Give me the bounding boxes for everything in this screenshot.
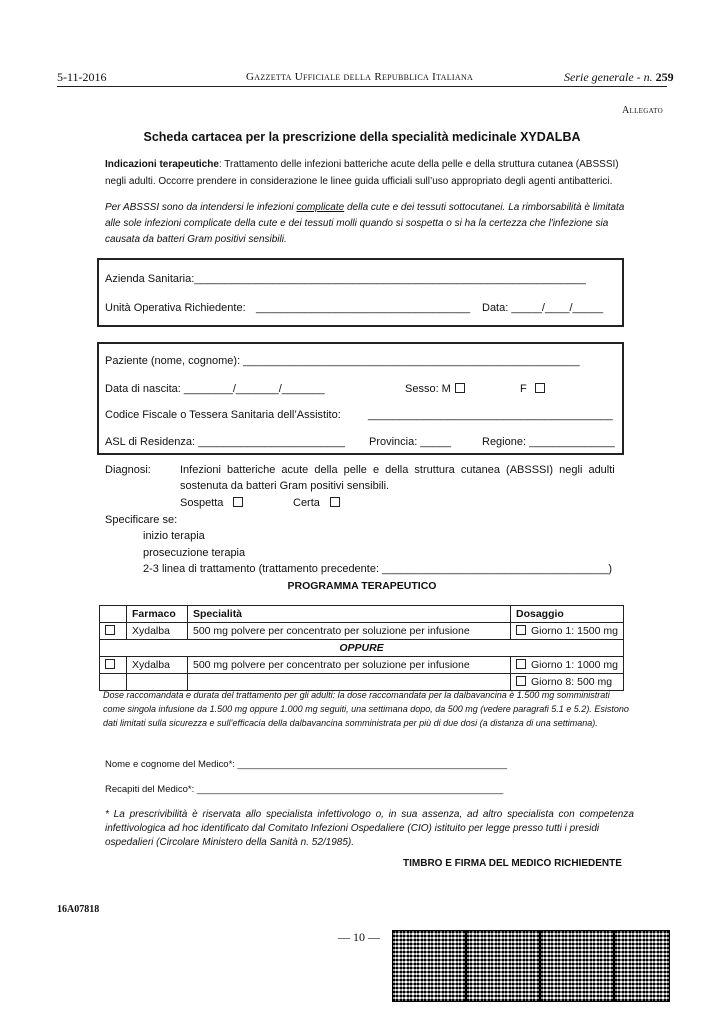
provincia-field[interactable]: Provincia: _____	[369, 436, 451, 448]
diagnosi-label: Diagnosi:	[105, 464, 151, 476]
gazette-date: 5-11-2016	[57, 70, 107, 84]
table-header-specialita: Specialità	[188, 606, 511, 623]
absssi-note-line-2: alle sole infezioni complicate della cute e dei tessuti molli quando si sospetta o si ha la certezza che l'infezione sia	[105, 218, 609, 229]
table-header-check	[100, 606, 127, 623]
checkbox-f-icon[interactable]	[535, 383, 545, 393]
unita-label: Unità Operativa Richiedente:	[105, 302, 246, 314]
table-row	[100, 674, 624, 691]
medico-recapiti-field[interactable]: Recapiti del Medico*: __________________________________________________________	[105, 784, 504, 795]
checkbox-row1-icon[interactable]	[105, 625, 115, 635]
asl-field[interactable]: ASL di Residenza: ________________________	[105, 436, 345, 448]
dose-note-line-3: dati limitati sulla sicurezza e sull’efficacia della dalbavancina somministrata per più di due dosi (a distanza di una settimana).	[103, 718, 598, 728]
checkbox-dose3-icon[interactable]	[516, 676, 526, 686]
regione-field[interactable]: Regione: ______________	[482, 436, 615, 448]
table-row	[100, 657, 624, 674]
qr-code-icon	[614, 930, 670, 1002]
indications-line-1: Indicazioni terapeutiche: Trattamento delle infezioni batteriche acute della pelle e della struttura cutanea (ABSSSI)	[105, 159, 619, 170]
allegato-label: Allegato	[622, 105, 663, 116]
row2-specialita: 500 mg polvere per concentrato per soluzione per infusione	[188, 657, 511, 674]
diagnosi-line-2: sostenuta da batteri Gram positivi sensibili.	[180, 480, 390, 492]
specify-item-1[interactable]: inizio terapia	[143, 530, 205, 542]
qr-code-icon	[392, 930, 466, 1002]
timbro-label: TIMBRO E FIRMA DEL MEDICO RICHIEDENTE	[403, 858, 622, 869]
table-header-farmaco: Farmaco	[127, 606, 188, 623]
checkbox-sospetta-icon[interactable]	[233, 497, 243, 507]
specify-item-3[interactable]: 2-3 linea di trattamento (trattamento precedente: _____________________________________)	[143, 563, 613, 575]
checkbox-dose1-icon[interactable]	[516, 625, 526, 635]
sospetta-option[interactable]: Sospetta	[180, 497, 243, 509]
table-row	[100, 623, 624, 640]
paziente-field[interactable]: Paziente (nome, cognome): _______________________________________________________	[105, 355, 580, 367]
sesso-f[interactable]: F	[520, 383, 545, 395]
gazette-title: Gazzetta Ufficiale della Repubblica Italiana	[246, 71, 474, 83]
certa-option[interactable]: Certa	[293, 497, 340, 509]
footnote-line-2: infettivologica ad hoc identificato dal Comitato Infezioni Ospedaliere (CIO) istituito per legge presso tutti i presidi	[105, 823, 600, 834]
checkbox-m-icon[interactable]	[455, 383, 465, 393]
qr-code-icon	[540, 930, 614, 1002]
table-header-dosaggio: Dosaggio	[511, 606, 624, 623]
qr-code-icon	[466, 930, 540, 1002]
header-rule	[57, 86, 667, 87]
row1-dosaggio[interactable]: Giorno 1: 1500 mg	[511, 623, 624, 640]
specify-item-2[interactable]: prosecuzione terapia	[143, 547, 246, 559]
codice-field[interactable]: ________________________________________	[368, 409, 613, 421]
dose-note-line-2: come singola infusione da 1.500 mg oppure 1.000 mg seguiti, una settimana dopo, da 500 mg (vedere paragrafi 5.1 e 5.2). Esistono	[103, 704, 629, 714]
data-field[interactable]: Data: _____/____/_____	[482, 302, 604, 314]
page-title: Scheda cartacea per la prescrizione della specialità medicinale XYDALBA	[143, 130, 581, 144]
footnote-line-3: ospedalieri (Circolare Ministero della Sanità n. 52/1985).	[105, 837, 355, 848]
row1-farmaco: Xydalba	[127, 623, 188, 640]
gazette-series: Serie generale - n. 259	[564, 70, 674, 84]
absssi-note-line-1: Per ABSSSI sono da intendersi le infezioni complicate della cute e dei tessuti sottocutanei. La rimborsabilità è limitata	[105, 202, 625, 213]
row2-check[interactable]	[100, 657, 127, 674]
footnote-line-1: * La prescrivibilità è riservata allo specialista infettivologo o, in sua assenza, ad altro specialista con competenza	[105, 809, 634, 820]
specify-label: Specificare se:	[105, 514, 178, 526]
hospital-box	[97, 258, 624, 327]
checkbox-row2-icon[interactable]	[105, 659, 115, 669]
nascita-field[interactable]: Data di nascita: ________/_______/_______	[105, 383, 325, 395]
row3-specialita	[188, 674, 511, 691]
checkbox-certa-icon[interactable]	[330, 497, 340, 507]
absssi-note-line-3: causata da batteri Gram positivi sensibili.	[105, 234, 287, 245]
table-header-row	[100, 606, 624, 623]
row3-dosaggio[interactable]: Giorno 8: 500 mg	[511, 674, 624, 691]
row3-check	[100, 674, 127, 691]
sesso-m[interactable]: Sesso: M	[405, 383, 465, 395]
program-title: PROGRAMMA TERAPEUTICO	[287, 580, 437, 592]
document-code: 16A07818	[57, 904, 100, 915]
page-number: — 10 —	[338, 930, 380, 944]
row1-check[interactable]	[100, 623, 127, 640]
row1-specialita: 500 mg polvere per concentrato per soluzione per infusione	[188, 623, 511, 640]
diagnosi-line-1: Infezioni batteriche acute della pelle e della struttura cutanea (ABSSSI) negli adulti	[180, 464, 615, 476]
medico-nome-field[interactable]: Nome e cognome del Medico*: ___________________________________________________	[105, 759, 507, 770]
indications-line-2: negli adulti. Occorre prendere in considerazione le linee guida ufficiali sull’uso appropriato degli agenti antibatterici.	[105, 176, 613, 187]
row2-dosaggio[interactable]: Giorno 1: 1000 mg	[511, 657, 624, 674]
dose-note-line-1: Dose raccomandata e durata del trattamento per gli adulti: la dose raccomandata per la dalbavancina è 1.500 mg somministrati	[103, 690, 610, 700]
unita-field[interactable]: ___________________________________	[256, 302, 471, 314]
table-row-oppure	[100, 640, 624, 657]
azienda-field[interactable]: Azienda Sanitaria:________________________________________________________________	[105, 273, 586, 285]
checkbox-dose2-icon[interactable]	[516, 659, 526, 669]
row3-farmaco	[127, 674, 188, 691]
therapy-table	[99, 605, 624, 691]
row2-farmaco: Xydalba	[127, 657, 188, 674]
codice-label: Codice Fiscale o Tessera Sanitaria dell’Assistito:	[105, 409, 341, 421]
oppure-label: OPPURE	[100, 640, 624, 657]
